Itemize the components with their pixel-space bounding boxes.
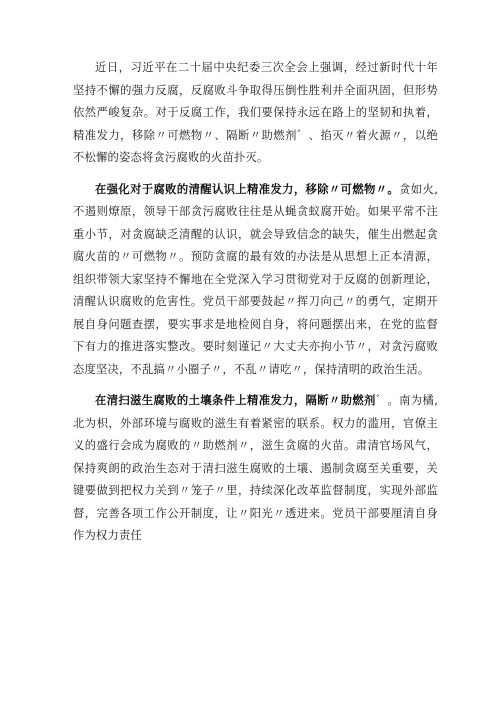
paragraph-combustibles-text: 贪如火,不遏则燎原，领导干部贪污腐败往往是从蝇贪蚁腐开始。如果平常不注重小节，对贪腐缺乏清醒的认识，就会导致信念的缺失，催生出燃起贪腐火苗的〃可燃物〃。预防贪腐的最有效的办法是从思想上正本清源，组织带领大家坚持不懈地在全党深入学习贯彻党对于反腐的创新理论，清醒认识腐败的危害性。党员干部要鼓起〃挥刀向己〃的勇气，定期开展自身问题查摆，要实事求是地检阅自身，将问题摆出来，在党的监督下有力的推进落实整改。要时刻谨记〃大丈夫亦拘小节〃，对贪污腐败态度坚决，不乱搞〃小圈子〃，不乱〃请吃〃，保持清明的政治生活。: [73, 182, 438, 376]
document-body: [73, 57, 438, 557]
paragraph-accelerant-text: ゛。南为橘,北为枳，外部环境与腐败的滋生有着紧密的联系。权力的滥用，官僚主义的盛行会成为腐败的〃助燃剂〃，滋生贪腐的火苗。肃清官场风气，保持爽朗的政治生态对于清扫滋生腐败的土壤、遏制贪腐至关重要，关键要做到把权力关到〃笼子〃里，持续深化改革监督制度，实现外部监督，完善各项工作公开制度，让〃阳光〃透进来。党员干部要厘清自身作为权力责任: [73, 394, 438, 542]
paragraph-intro: [73, 57, 438, 170]
paragraph-combustibles: [73, 179, 438, 382]
paragraph-accelerant-heading: 在清扫滋生腐败的土壤条件上精准发力，隔断〃助燃剂: [95, 394, 376, 407]
paragraph-accelerant: [73, 390, 438, 548]
paragraph-combustibles-heading: 在强化对于腐败的清醒认识上精准发力，移除〃可燃物〃。: [95, 182, 400, 196]
paragraph-intro-text: 近日，习近平在二十届中央纪委三次全会上强调，经过新时代十年坚持不懈的强力反腐，反腐败斗争取得压倒性胜利并全面巩固，但形势依然严峻复杂。对于反腐工作，我们要保持永远在路上的坚韧和执着，精准发力，移除〃可燃物〃、隔断〃助燃剂゛、掐灭〃着火源〃，以绝不松懈的姿态将贪污腐败的火苗扑灭。: [73, 61, 438, 164]
